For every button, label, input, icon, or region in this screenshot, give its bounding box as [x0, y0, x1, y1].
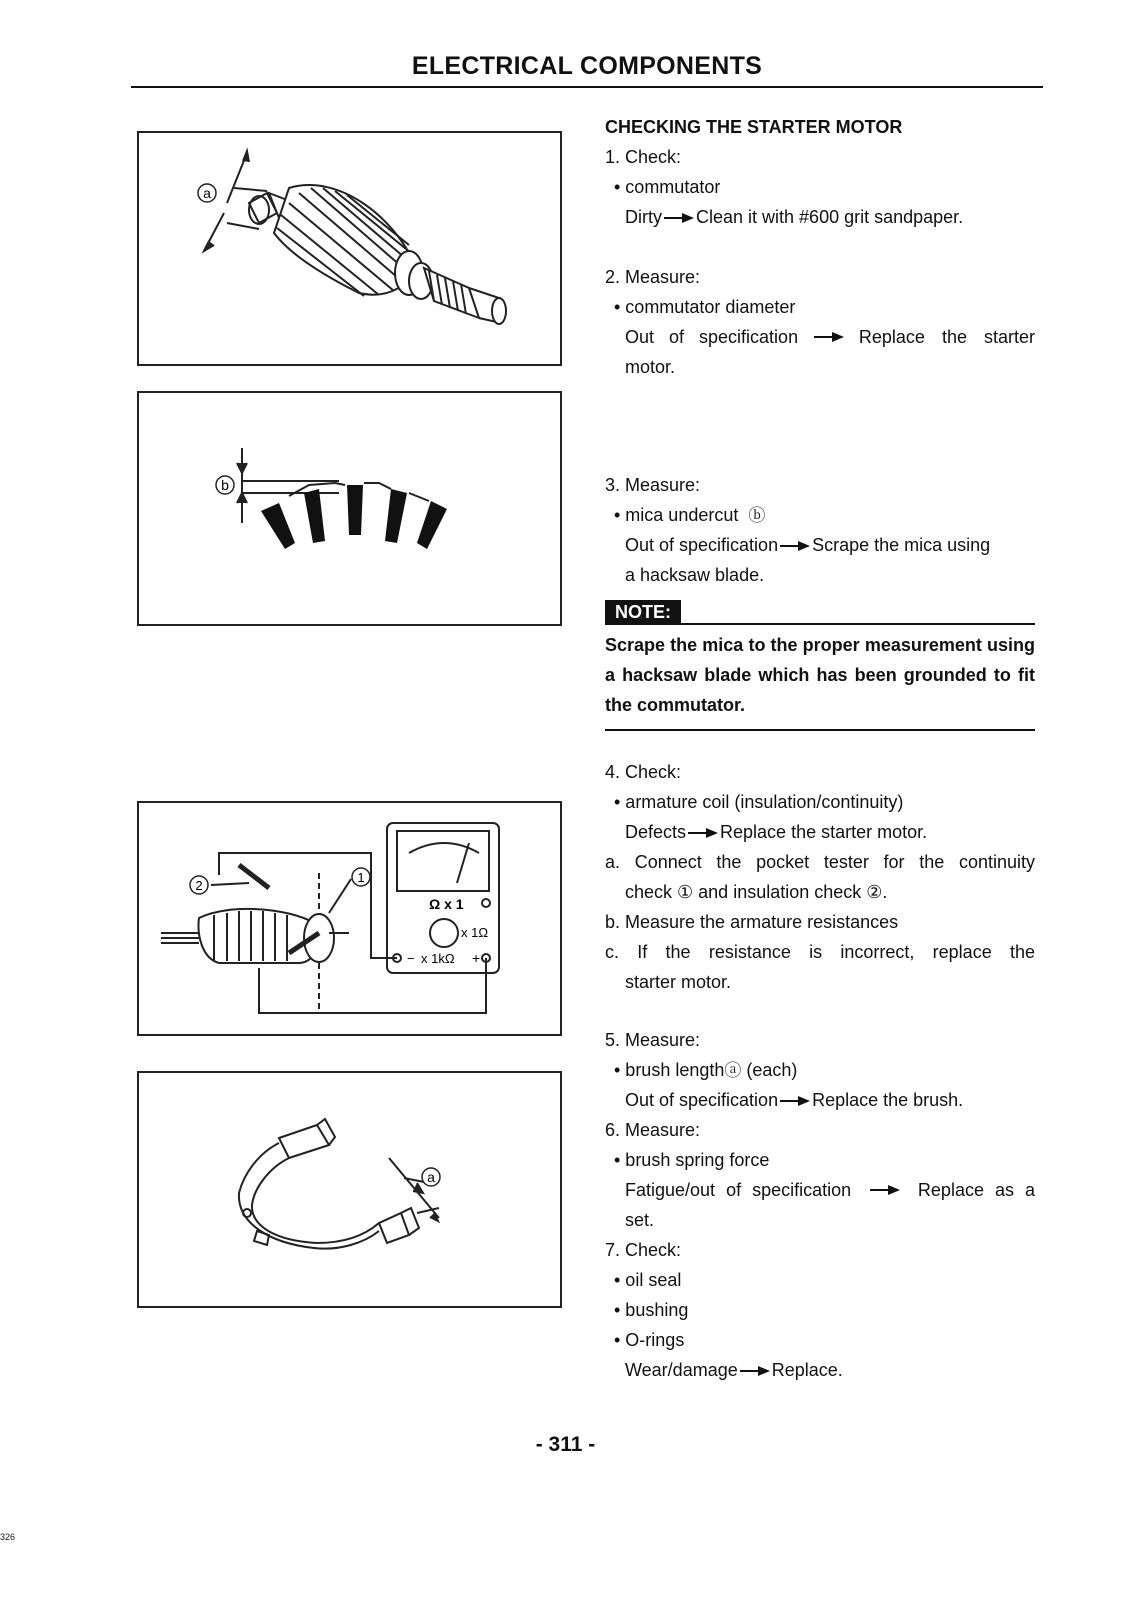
step-2-condition: Out of specification: [625, 327, 799, 347]
step-5-action: Replace the brush.: [812, 1090, 964, 1110]
step-3-continuation: a hacksaw blade.: [625, 565, 765, 585]
page-number: - 311 -: [535, 1433, 596, 1456]
callout-a: a: [427, 1169, 435, 1185]
step-4c-line-2: starter motor.: [625, 972, 732, 992]
mica-undercut-figure: [137, 391, 562, 626]
step-5-item: • brush length: [614, 1060, 725, 1080]
mark-b: ⓑ: [748, 506, 766, 525]
page-header: ELECTRICAL COMPONENTS: [411, 52, 763, 80]
step-5-condition: Out of specification: [625, 1090, 779, 1110]
note-rule: [605, 623, 1035, 625]
step-2-item: • commutator diameter: [614, 297, 796, 317]
step-7-item-1: • oil seal: [614, 1270, 682, 1290]
step-6-head: 6. Measure:: [605, 1120, 701, 1140]
step-4-action-line: [605, 817, 1035, 847]
step-2-action: Replace the starter: [858, 327, 1035, 347]
note-end-rule: [605, 729, 1035, 731]
arrow-icon: [870, 1185, 900, 1195]
instructions-block-4: [605, 757, 1035, 997]
spacer: [605, 232, 1035, 262]
commutator-segments-illustration: [139, 393, 564, 628]
step-3-item: • mica undercut: [614, 505, 739, 525]
step-7-action: Replace.: [771, 1360, 843, 1380]
step-3-head: 3. Measure:: [605, 475, 701, 495]
step-6-action-line: [605, 1175, 1035, 1205]
x1k-ohm-label: x 1kΩ: [421, 951, 455, 966]
note-text: Scrape the mica to the proper measurement using a hacksaw blade which has been grounded to fit the commutator.: [605, 635, 1035, 715]
mark-a: ⓐ: [724, 1061, 742, 1080]
callout-a: a: [203, 185, 211, 201]
callout-2: 2: [195, 878, 203, 893]
step-1-head: 1. Check:: [605, 147, 682, 167]
step-4a-line-1: a. Connect the pocket tester for the continuity: [605, 852, 1035, 872]
step-6-condition: Fatigue/out of specification: [625, 1180, 852, 1200]
step-4b-line: b. Measure the armature resistances: [605, 912, 899, 932]
instructions-block-5: [605, 1025, 1035, 1385]
brush-figure: [137, 1071, 562, 1308]
step-4c-line-1: c. If the resistance is incorrect, replace the: [605, 942, 1035, 962]
section-title: CHECKING THE STARTER MOTOR: [605, 117, 903, 137]
arrow-icon: [814, 332, 844, 342]
arrow-icon: [740, 1366, 770, 1376]
step-5-item-tail: (each): [741, 1060, 798, 1080]
step-7-action-line: [605, 1355, 1035, 1385]
step-6-continuation: set.: [625, 1210, 655, 1230]
corner-mark: 326: [0, 1532, 16, 1542]
callout-b: b: [221, 477, 229, 493]
note-header: [605, 600, 1035, 626]
step-4a-line-2: check ① and insulation check ②.: [625, 882, 888, 902]
note-label: NOTE:: [605, 600, 681, 624]
step-3-item-line: [605, 500, 1035, 530]
step-5-head: 5. Measure:: [605, 1030, 701, 1050]
step-1-item: • commutator: [614, 177, 721, 197]
step-6-action: Replace as a: [917, 1180, 1035, 1200]
step-1-action: Clean it with #600 grit sandpaper.: [696, 207, 964, 227]
arrow-icon: [780, 541, 810, 551]
step-7-item-3: • O-rings: [614, 1330, 685, 1350]
header-rule: [131, 86, 1043, 88]
step-4-item: • armature coil (insulation/continuity): [614, 792, 904, 812]
step-1-condition: Dirty: [625, 207, 662, 227]
step-4-head: 4. Check:: [605, 762, 682, 782]
step-7-head: 7. Check:: [605, 1240, 682, 1260]
arrow-icon: [688, 828, 718, 838]
step-3-condition: Out of specification: [625, 535, 779, 555]
step-5-item-line: [605, 1055, 1035, 1085]
step-2-continuation: motor.: [625, 357, 676, 377]
instructions-block-3: [605, 470, 1035, 590]
arrow-icon: [780, 1096, 810, 1106]
step-7-condition: Wear/damage: [625, 1360, 738, 1380]
arrow-icon: [664, 213, 694, 223]
step-7-item-2: • bushing: [614, 1300, 689, 1320]
step-4-condition: Defects: [625, 822, 687, 842]
step-5-action-line: [605, 1085, 1035, 1115]
tester-illustration: [139, 803, 564, 1038]
callout-1: 1: [357, 870, 365, 885]
armature-coil-test-figure: [137, 801, 562, 1036]
minus-sign: −: [407, 951, 415, 966]
x1-ohm-label: x 1Ω: [461, 925, 489, 940]
step-2-action-line: [605, 322, 1035, 352]
step-3-action: Scrape the mica using: [812, 535, 991, 555]
plus-sign: +: [472, 950, 481, 966]
armature-figure: [137, 131, 562, 366]
brush-holder-illustration: [139, 1073, 564, 1310]
step-2-head: 2. Measure:: [605, 267, 701, 287]
step-6-item: • brush spring force: [614, 1150, 770, 1170]
step-4-action: Replace the starter motor.: [720, 822, 928, 842]
step-1-action-line: [605, 202, 1035, 232]
instructions-block-1: [605, 112, 1035, 382]
armature-illustration: [139, 133, 564, 368]
ohm-x1-label: Ω x 1: [429, 896, 464, 912]
step-3-action-line: [605, 530, 1035, 560]
